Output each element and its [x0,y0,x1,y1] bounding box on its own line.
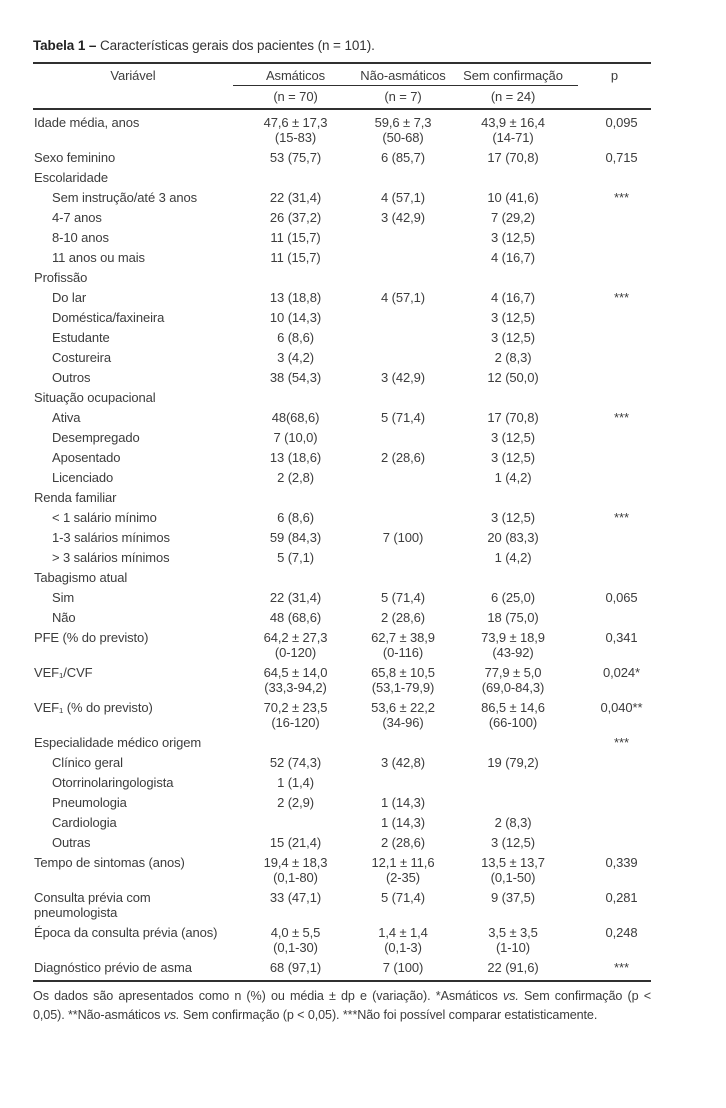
cell-asmaticos: 47,6 ± 17,3 (15-83) [263,115,328,145]
cell-nao-asmaticos [358,428,448,448]
cell-nao-asmaticos: 2 (28,6) [380,835,425,850]
table-row [33,368,651,388]
cell-asmaticos: 19,4 ± 18,3 (0,1-80) [263,855,328,885]
cell-sem-confirmacao: 4 (16,7) [490,250,535,265]
col-n-asmaticos: (n = 70) [233,86,358,110]
cell-sem-confirmacao: 7 (29,2) [490,210,535,225]
cell-sem-confirmacao [448,268,578,288]
cell-sem-confirmacao: 17 (70,8) [487,150,539,165]
cell-asmaticos: 2 (2,9) [277,795,314,810]
table-row [33,109,651,148]
cell-sem-confirmacao [448,388,578,408]
table-row [33,793,651,813]
table-row [33,448,651,468]
row-label: Clínico geral [52,755,123,770]
cell-p-value [578,168,651,188]
row-label: > 3 salários mínimos [52,550,170,565]
row-label: Situação ocupacional [34,390,156,405]
cell-nao-asmaticos [358,773,448,793]
row-label: Costureira [52,350,111,365]
cell-p-value [578,793,651,813]
cell-p-value: *** [614,960,629,975]
footnote-vs: vs. [502,989,519,1003]
cell-asmaticos [233,488,358,508]
cell-asmaticos: 64,5 ± 14,0 (33,3-94,2) [263,665,328,695]
table-row [33,468,651,488]
cell-p-value [578,528,651,548]
cell-sem-confirmacao: 9 (37,5) [490,890,535,905]
col-n-nao-asmaticos: (n = 7) [358,86,448,110]
table-row [33,813,651,833]
cell-asmaticos: 11 (15,7) [270,250,321,265]
cell-sem-confirmacao: 3 (12,5) [490,310,535,325]
cell-asmaticos: 11 (15,7) [270,230,321,245]
cell-sem-confirmacao: 18 (75,0) [487,610,539,625]
col-header-variavel: Variável [110,68,156,84]
cell-asmaticos: 13 (18,6) [269,450,322,465]
cell-sem-confirmacao: 1 (4,2) [494,550,532,565]
cell-p-value [578,208,651,228]
cell-sem-confirmacao: 2 (8,3) [494,350,532,365]
table-title [33,38,651,54]
table-row [33,248,651,268]
cell-nao-asmaticos: 53,6 ± 22,2 (34-96) [371,700,435,730]
row-label: Idade média, anos [34,115,140,130]
cell-sem-confirmacao: 10 (41,6) [487,190,539,205]
cell-asmaticos: 4,0 ± 5,5 (0,1-30) [270,925,321,955]
col-header-sem-confirmacao: Sem confirmação [448,63,578,86]
cell-sem-confirmacao: 20 (83,3) [487,530,539,545]
cell-sem-confirmacao: 77,9 ± 5,0 (69,0-84,3) [481,665,545,695]
cell-nao-asmaticos: 1 (14,3) [380,815,425,830]
cell-p-value: 0,065 [605,590,638,605]
cell-nao-asmaticos: 2 (28,6) [380,450,425,465]
table-row [33,528,651,548]
cell-sem-confirmacao: 4 (16,7) [490,290,535,305]
cell-asmaticos: 48 (68,6) [269,610,322,625]
cell-asmaticos [233,268,358,288]
cell-nao-asmaticos: 59,6 ± 7,3 (50-68) [374,115,432,145]
cell-p-value [578,368,651,388]
cell-nao-asmaticos: 2 (28,6) [380,610,425,625]
cell-asmaticos: 26 (37,2) [269,210,322,225]
cell-sem-confirmacao: 6 (25,0) [490,590,535,605]
cell-sem-confirmacao: 13,5 ± 13,7 (0,1-50) [481,855,545,885]
cell-asmaticos: 6 (8,6) [277,510,314,525]
table-row [33,663,651,698]
row-label: 4-7 anos [52,210,102,225]
cell-sem-confirmacao: 73,9 ± 18,9 (43-92) [481,630,545,660]
cell-p-value: *** [614,735,629,750]
cell-nao-asmaticos: 4 (57,1) [380,190,425,205]
row-label: Escolaridade [34,170,108,185]
cell-sem-confirmacao: 3 (12,5) [490,430,535,445]
cell-asmaticos [233,813,358,833]
cell-p-value [578,248,651,268]
table-row [33,548,651,568]
cell-nao-asmaticos [358,228,448,248]
row-label: Do lar [52,290,87,305]
cell-sem-confirmacao: 3,5 ± 3,5 (1-10) [488,925,538,955]
cell-nao-asmaticos [358,328,448,348]
cell-asmaticos: 33 (47,1) [269,890,322,905]
row-label: VEF₁/CVF [34,665,93,680]
cell-sem-confirmacao: 43,9 ± 16,4 (14-71) [481,115,545,145]
cell-nao-asmaticos [358,308,448,328]
cell-asmaticos [233,388,358,408]
cell-sem-confirmacao: 2 (8,3) [494,815,532,830]
col-n-p-empty [578,86,651,110]
cell-p-value [578,548,651,568]
row-label: Sem instrução/até 3 anos [52,190,198,205]
cell-asmaticos: 70,2 ± 23,5 (16-120) [263,700,328,730]
cell-p-value [578,308,651,328]
cell-nao-asmaticos: 1,4 ± 1,4 (0,1-3) [378,925,428,955]
cell-p-value [578,228,651,248]
table-row [33,348,651,368]
cell-p-value [578,328,651,348]
cell-sem-confirmacao: 3 (12,5) [490,835,535,850]
cell-p-value: 0,281 [605,890,638,905]
cell-nao-asmaticos [358,348,448,368]
cell-p-value [578,468,651,488]
table-row [33,628,651,663]
row-label: Renda familiar [34,490,117,505]
row-label: Sexo feminino [34,150,116,165]
cell-asmaticos [233,568,358,588]
cell-asmaticos: 64,2 ± 27,3 (0-120) [263,630,328,660]
cell-p-value: 0,339 [605,855,638,870]
cell-p-value [578,348,651,368]
row-label: Aposentado [52,450,121,465]
row-label: Não [52,610,76,625]
cell-nao-asmaticos: 5 (71,4) [380,410,425,425]
section-row [33,268,651,288]
cell-nao-asmaticos [358,548,448,568]
cell-nao-asmaticos: 1 (14,3) [380,795,425,810]
cell-nao-asmaticos [358,268,448,288]
cell-nao-asmaticos: 5 (71,4) [380,590,425,605]
cell-p-value: 0,040** [600,700,643,715]
row-label: Outras [52,835,91,850]
cell-nao-asmaticos: 62,7 ± 38,9 (0-116) [371,630,435,660]
section-row [33,568,651,588]
col-header-asmaticos: Asmáticos [233,63,358,86]
cell-asmaticos: 53 (75,7) [269,150,322,165]
row-label: 1-3 salários mínimos [52,530,170,545]
cell-asmaticos: 22 (31,4) [269,590,322,605]
row-label: VEF₁ (% do previsto) [34,700,153,715]
cell-p-value: 0,095 [605,115,638,130]
section-row [33,733,651,753]
cell-asmaticos: 48(68,6) [271,410,320,425]
cell-sem-confirmacao [448,773,578,793]
footnote-text: Sem confirmação (p < 0,05). ***Não foi possível comparar estatisticamente. [179,1008,598,1022]
cell-asmaticos: 10 (14,3) [269,310,322,325]
table-title-number: Tabela 1 – [33,38,97,53]
cell-nao-asmaticos [358,488,448,508]
table-row [33,228,651,248]
cell-nao-asmaticos: 65,8 ± 10,5 (53,1-79,9) [371,665,435,695]
cell-nao-asmaticos: 7 (100) [382,530,424,545]
cell-nao-asmaticos: 5 (71,4) [380,890,425,905]
col-n-sem-confirmacao: (n = 24) [448,86,578,110]
cell-p-value [578,608,651,628]
cell-nao-asmaticos [358,468,448,488]
table-row [33,753,651,773]
cell-p-value [578,268,651,288]
row-label: 11 anos ou mais [52,250,145,265]
cell-p-value [578,448,651,468]
table-row [33,288,651,308]
table-row [33,208,651,228]
table-row [33,923,651,958]
cell-nao-asmaticos [358,168,448,188]
cell-asmaticos: 1 (1,4) [277,775,314,790]
cell-nao-asmaticos [358,248,448,268]
col-header-p: p [610,68,619,84]
cell-asmaticos: 3 (4,2) [277,350,314,365]
cell-sem-confirmacao: 12 (50,0) [487,370,539,385]
cell-p-value: 0,248 [605,925,638,940]
cell-nao-asmaticos: 6 (85,7) [380,150,425,165]
row-label: 8-10 anos [52,230,109,245]
cell-nao-asmaticos: 7 (100) [382,960,424,975]
section-row [33,388,651,408]
cell-asmaticos: 52 (74,3) [269,755,322,770]
cell-nao-asmaticos: 3 (42,8) [380,755,425,770]
table-row [33,188,651,208]
row-label: Profissão [34,270,88,285]
row-label: Especialidade médico origem [34,735,202,750]
table-row [33,608,651,628]
cell-asmaticos: 5 (7,1) [277,550,314,565]
row-label: Diagnóstico prévio de asma [34,960,192,975]
cell-nao-asmaticos: 4 (57,1) [380,290,425,305]
table-row [33,588,651,608]
row-label: Época da consulta prévia (anos) [34,925,218,940]
row-label: Tabagismo atual [34,570,128,585]
table-row [33,958,651,982]
cell-nao-asmaticos [358,508,448,528]
footnote-text: Os dados são apresentados como n (%) ou média ± dp e (variação). *Asmáticos [33,989,503,1003]
cell-nao-asmaticos [358,568,448,588]
row-label: Outros [52,370,91,385]
row-label: Ativa [52,410,81,425]
table-row [33,428,651,448]
cell-sem-confirmacao: 3 (12,5) [490,450,535,465]
cell-p-value [578,813,651,833]
row-label: Cardiologia [52,815,117,830]
row-label: Licenciado [52,470,114,485]
table-footnote [33,987,651,1025]
row-label: Tempo de sintomas (anos) [34,855,185,870]
cell-nao-asmaticos: 3 (42,9) [380,210,425,225]
cell-asmaticos [233,733,358,753]
table-row [33,328,651,348]
cell-sem-confirmacao: 3 (12,5) [490,510,535,525]
row-label: Pneumologia [52,795,127,810]
table-row [33,698,651,733]
table-figure [33,38,651,1025]
header-row-n [33,86,651,110]
cell-sem-confirmacao: 22 (91,6) [487,960,539,975]
cell-asmaticos: 22 (31,4) [269,190,322,205]
cell-nao-asmaticos: 3 (42,9) [380,370,425,385]
cell-p-value: *** [614,510,629,525]
cell-sem-confirmacao [448,793,578,813]
row-label: PFE (% do previsto) [34,630,149,645]
cell-asmaticos: 68 (97,1) [269,960,322,975]
cell-asmaticos: 2 (2,8) [277,470,314,485]
row-label: Doméstica/faxineira [52,310,165,325]
cell-sem-confirmacao [448,168,578,188]
cell-p-value: 0,715 [605,150,638,165]
cell-sem-confirmacao [448,488,578,508]
cell-asmaticos: 15 (21,4) [269,835,322,850]
cell-sem-confirmacao: 3 (12,5) [490,230,535,245]
cell-asmaticos: 7 (10,0) [273,430,318,445]
section-row [33,168,651,188]
cell-sem-confirmacao: 19 (79,2) [487,755,539,770]
cell-p-value [578,428,651,448]
table-row [33,833,651,853]
cell-sem-confirmacao: 3 (12,5) [490,330,535,345]
col-header-nao-asmaticos: Não-asmáticos [358,63,448,86]
table-row [33,408,651,428]
cell-asmaticos: 6 (8,6) [277,330,314,345]
cell-sem-confirmacao [448,568,578,588]
cell-p-value: *** [614,190,629,205]
section-row [33,488,651,508]
table-row [33,853,651,888]
cell-p-value [578,753,651,773]
cell-p-value [578,488,651,508]
cell-p-value [578,833,651,853]
cell-sem-confirmacao: 17 (70,8) [487,410,539,425]
cell-asmaticos: 13 (18,8) [269,290,322,305]
cell-nao-asmaticos: 12,1 ± 11,6 (2-35) [371,855,435,885]
table-row [33,308,651,328]
row-label: Otorrinolaringologista [52,775,174,790]
cell-p-value [578,388,651,408]
cell-asmaticos [233,168,358,188]
cell-p-value: 0,341 [605,630,638,645]
cell-p-value [578,773,651,793]
row-label: Desempregado [52,430,140,445]
cell-nao-asmaticos [358,733,448,753]
cell-asmaticos: 59 (84,3) [269,530,322,545]
table-row [33,508,651,528]
cell-p-value: *** [614,410,629,425]
table-body [33,109,651,981]
header-row-groups [33,63,651,86]
row-label: Estudante [52,330,110,345]
row-label: Sim [52,590,75,605]
row-label: < 1 salário mínimo [52,510,157,525]
cell-p-value [578,568,651,588]
col-n-empty [33,86,233,110]
cell-asmaticos: 38 (54,3) [269,370,322,385]
cell-sem-confirmacao: 1 (4,2) [494,470,532,485]
cell-sem-confirmacao [448,733,578,753]
table-row [33,773,651,793]
table-row [33,888,651,923]
table-row [33,148,651,168]
cell-p-value: *** [614,290,629,305]
row-label: Consulta prévia com pneumologista [34,890,151,920]
table-title-caption: Características gerais dos pacientes (n = 101). [96,38,375,53]
patients-characteristics-table [33,62,651,982]
footnote-vs: vs. [163,1008,180,1022]
cell-sem-confirmacao: 86,5 ± 14,6 (66-100) [481,700,545,730]
cell-p-value: 0,024* [603,665,640,680]
footnote-text: Sem confirmação (p < 0,05). **Não-asmáticos [33,989,651,1022]
cell-nao-asmaticos [358,388,448,408]
